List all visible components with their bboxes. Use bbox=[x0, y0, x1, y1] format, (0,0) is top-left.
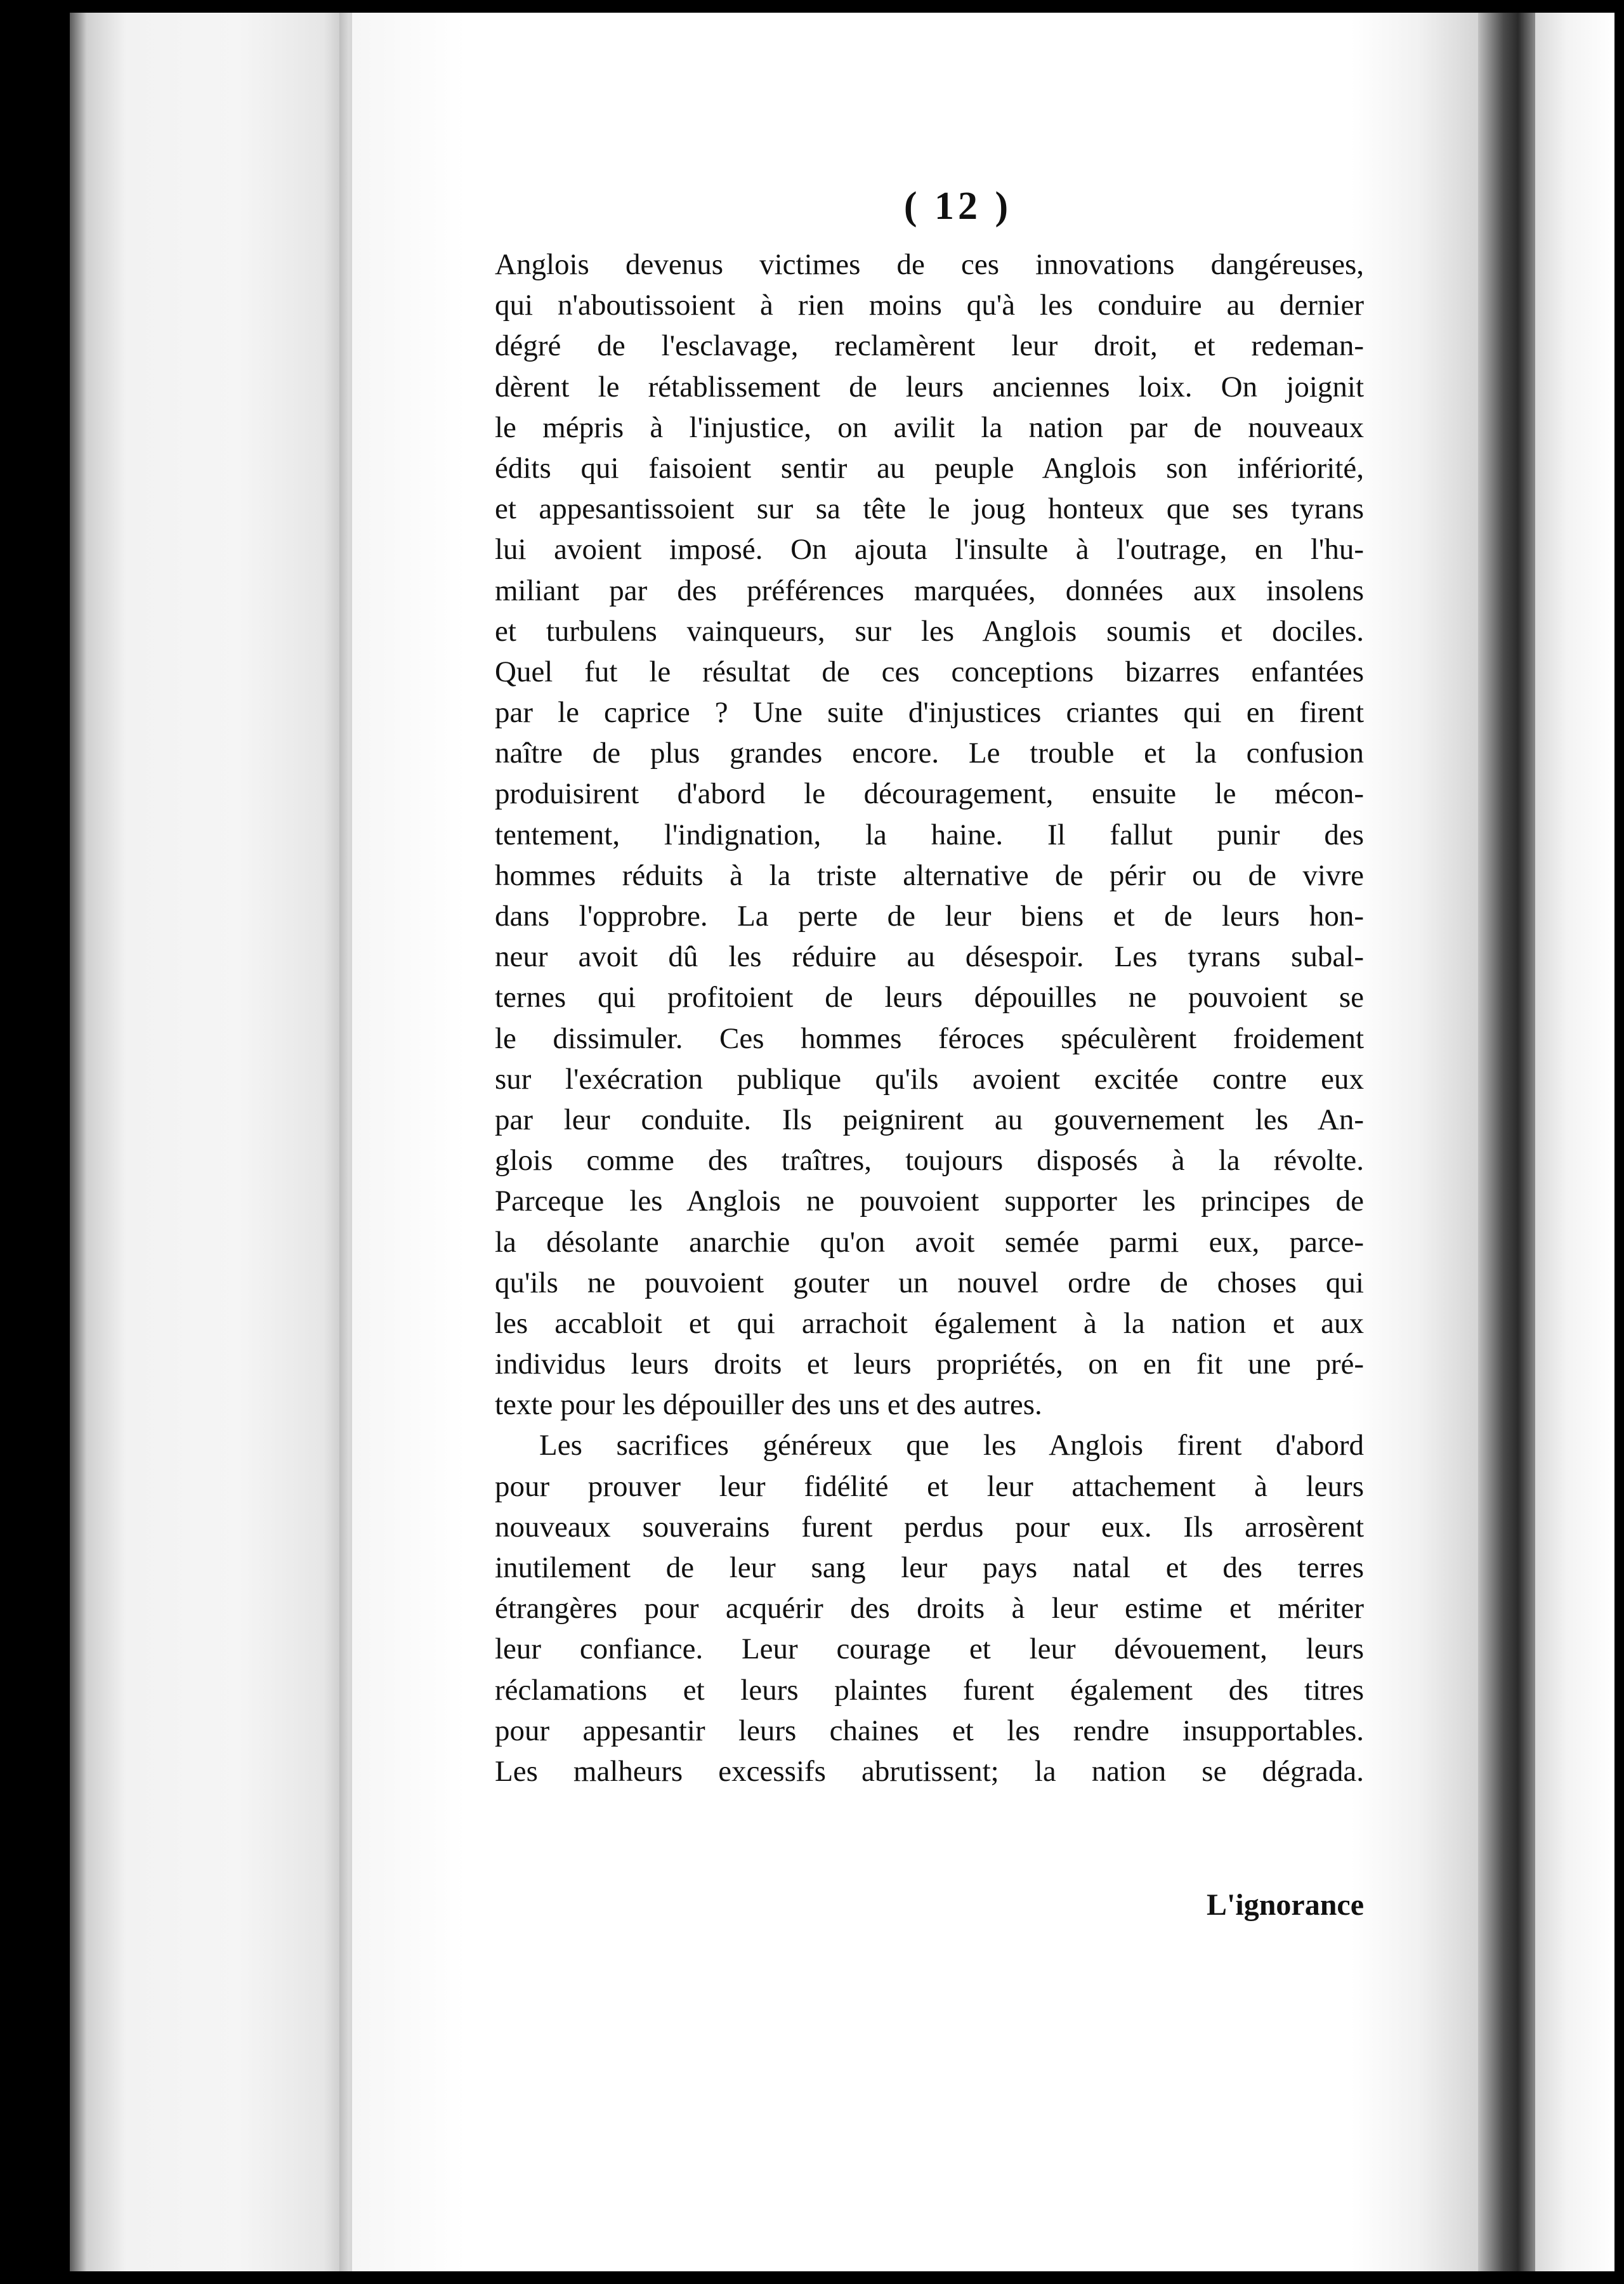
facing-page-left bbox=[70, 13, 352, 2271]
page-number: ( 12 ) bbox=[903, 185, 1012, 228]
text-line: le dissimuler. Ces hommes féroces spéculèrent froidement bbox=[495, 1021, 1364, 1055]
text-line: les accabloit et qui arrachoit également à la nation et aux bbox=[495, 1306, 1364, 1340]
text-line: réclamations et leurs plaintes furent également des titres bbox=[495, 1673, 1364, 1707]
text-line: édits qui faisoient sentir au peuple Anglois son infériorité, bbox=[495, 451, 1364, 485]
text-line: glois comme des traîtres, toujours disposés à la révolte. bbox=[495, 1144, 1364, 1178]
text-line: hommes réduits à la triste alternative de périr ou de vivre bbox=[495, 858, 1364, 892]
text-line: naître de plus grandes encore. Le trouble et la confusion bbox=[495, 737, 1364, 770]
text-line: et appesantissoient sur sa tête le joug honteux que ses tyrans bbox=[495, 492, 1364, 526]
text-line: la désolante anarchie qu'on avoit semée parmi eux, parce- bbox=[495, 1225, 1364, 1259]
text-line: Parceque les Anglois ne pouvoient supporter les principes de bbox=[495, 1185, 1364, 1218]
text-line: Les sacrifices généreux que les Anglois firent d'abord bbox=[539, 1429, 1364, 1462]
text-line: dégré de l'esclavage, reclamèrent leur droit, et redeman- bbox=[495, 329, 1364, 363]
text-line: dans l'opprobre. La perte de leur biens et de leurs hon- bbox=[495, 900, 1364, 933]
catchword: L'ignorance bbox=[1207, 1888, 1364, 1922]
text-line: miliant par des préférences marquées, données aux insolens bbox=[495, 574, 1364, 607]
text-line: Anglois devenus victimes de ces innovations dangéreuses, bbox=[495, 248, 1364, 281]
text-line: ternes qui profitoient de leurs dépouilles ne pouvoient se bbox=[495, 981, 1364, 1014]
text-line: qui n'aboutissoient à rien moins qu'à les conduire au dernier bbox=[495, 289, 1364, 322]
text-line: Les malheurs excessifs abrutissent; la nation se dégrada. bbox=[495, 1754, 1364, 1788]
book-gutter-shadow bbox=[1478, 13, 1535, 2271]
paragraph-2 bbox=[495, 1425, 1364, 1792]
text-line: produisirent d'abord le découragement, ensuite le mécon- bbox=[495, 777, 1364, 811]
text-line: inutilement de leur sang leur pays natal et des terres bbox=[495, 1551, 1364, 1584]
text-line: par leur conduite. Ils peignirent au gouvernement les An- bbox=[495, 1103, 1364, 1136]
text-line: Quel fut le résultat de ces conceptions bizarres enfantées bbox=[495, 655, 1364, 688]
paragraph-1 bbox=[495, 244, 1364, 1425]
text-line: pour appesantir leurs chaines et les rendre insupportables. bbox=[495, 1714, 1364, 1747]
text-line: pour prouver leur fidélité et leur attachement à leurs bbox=[495, 1469, 1364, 1503]
text-line: le mépris à l'injustice, on avilit la nation par de nouveaux bbox=[495, 410, 1364, 444]
facing-page-right bbox=[1535, 13, 1614, 2271]
text-line: dèrent le rétablissement de leurs anciennes loix. On joignit bbox=[495, 370, 1364, 404]
text-line: sur l'exécration publique qu'ils avoient excitée contre eux bbox=[495, 1062, 1364, 1096]
text-line: lui avoient imposé. On ajouta l'insulte à l'outrage, en l'hu- bbox=[495, 533, 1364, 567]
text-line: texte pour les dépouiller des uns et des autres. bbox=[495, 1388, 1042, 1422]
text-line: par le caprice ? Une suite d'injustices criantes qui en firent bbox=[495, 696, 1364, 730]
text-line: leur confiance. Leur courage et leur dévouement, leurs bbox=[495, 1632, 1364, 1666]
text-line: et turbulens vainqueurs, sur les Anglois soumis et dociles. bbox=[495, 614, 1364, 648]
text-line: qu'ils ne pouvoient gouter un nouvel ordre de choses qui bbox=[495, 1266, 1364, 1299]
text-line: neur avoit dû les réduire au désespoir. Les tyrans subal- bbox=[495, 940, 1364, 974]
text-line: tentement, l'indignation, la haine. Il fallut punir des bbox=[495, 818, 1364, 851]
page-body-text bbox=[495, 244, 1364, 1792]
text-line: étrangères pour acquérir des droits à leur estime et mériter bbox=[495, 1592, 1364, 1625]
text-line: individus leurs droits et leurs propriétés, on en fit une pré- bbox=[495, 1348, 1364, 1381]
text-line: nouveaux souverains furent perdus pour eux. Ils arrosèrent bbox=[495, 1510, 1364, 1544]
